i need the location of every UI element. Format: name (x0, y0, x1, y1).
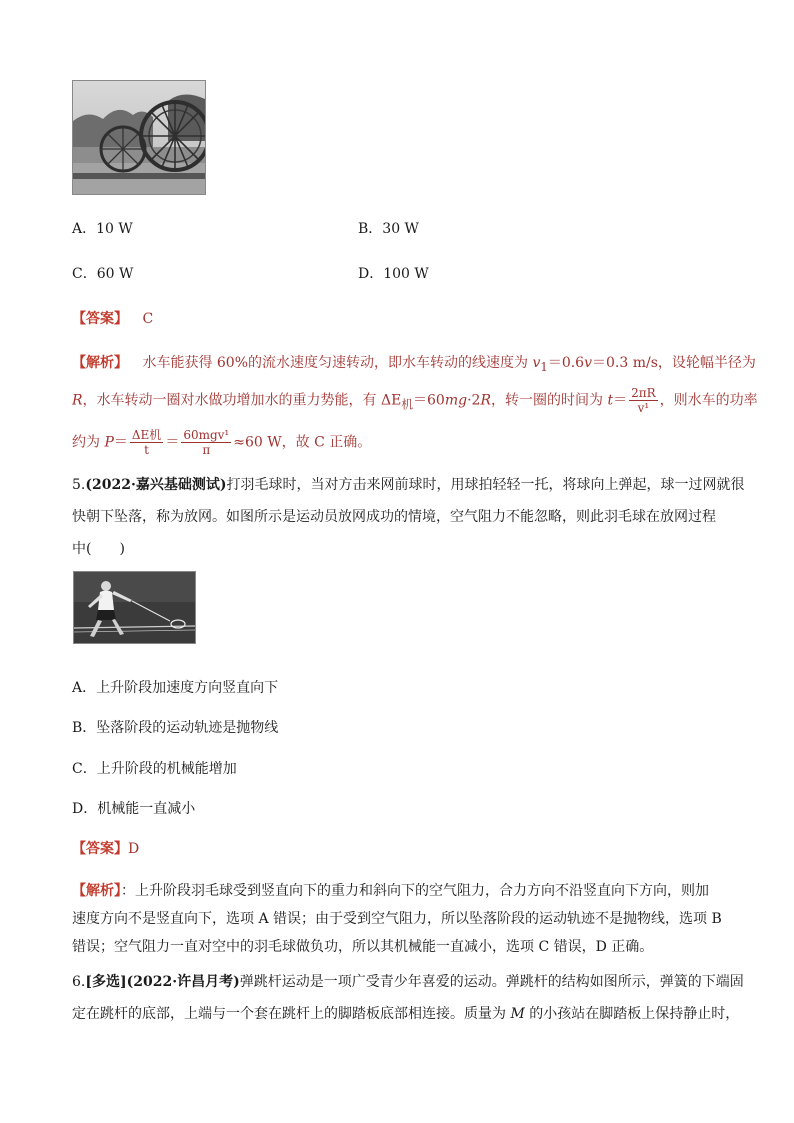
answer-label: 【答案】 (72, 841, 128, 857)
fraction-power: $\frac{\text{60mgv¹}}{\pi}$ (183, 428, 230, 457)
question-source: (2022·嘉兴基础测试) (85, 477, 227, 493)
q4-option-b: B．30 W (358, 221, 419, 237)
q4-option-c: C．60 W (72, 266, 134, 282)
q4-option-a: A．10 W (72, 221, 133, 237)
q4-answer (72, 309, 153, 329)
question-source: (2022·许昌月考) (126, 974, 240, 990)
q4-analysis-line-1: 【解析】 水车能获得 60%的流水速度匀速转动，即水车转动的线速度为 $v_1=0.6v=0.3$ m/s，设轮幅半径为 (72, 355, 756, 374)
q5-option-b: B．坠落阶段的运动轨迹是抛物线 (72, 720, 279, 736)
question-number: 5. (72, 477, 86, 493)
answer-label: 【答案】 (72, 311, 128, 327)
analysis-label: 【解析】 (72, 883, 121, 899)
analysis-label: 【解析】 (72, 355, 128, 371)
badminton-photo (73, 571, 196, 644)
fraction-energy: $\frac{\text{ΔE机}}{t}$ (131, 428, 162, 457)
q4-analysis-line-2: R，水车转动一圈对水做功增加水的重力势能，有 $\Delta E_机=60mg\cdot 2R$，转一圈的时间为 t＝ $\frac{2\pi R}{\text{v¹}}$ ，则水车的功率 (72, 386, 758, 415)
q6-stem: 6.[多选](2022·许昌月考)弹跳杆运动是一项广受青少年喜爱的运动。弹跳杆的结构如图所示，弹簧的下端固 定在跳杆的底部，上端与一个套在跳杆上的脚踏板底部相连接。质量为 M 的小孩站在脚踏板上保持静止时， (72, 974, 744, 1022)
fraction-time: $\frac{2\pi R}{\text{v¹}}$ (631, 386, 656, 415)
q5-answer (72, 839, 139, 859)
q5-stem: 5.(2022·嘉兴基础测试)打羽毛球时，当对方击来网前球时，用球拍轻轻一托，将球向上弹起，球一过网就很 快朝下坠落，称为放网。如图所示是运动员放网成功的情境，空气阻力不能忽略，则此羽毛球在放网过程 中( ) (72, 477, 745, 557)
answer-value: C (142, 311, 154, 327)
water-wheel-photo (72, 80, 206, 195)
question-tag: [多选] (85, 974, 127, 990)
answer-value: D (128, 841, 140, 857)
q5-option-d: D．机械能一直减小 (72, 801, 196, 817)
q5-option-c: C．上升阶段的机械能增加 (72, 761, 237, 777)
question-number: 6. (72, 974, 86, 990)
q5-option-a: A．上升阶段加速度方向竖直向下 (72, 680, 279, 696)
q5-analysis: 【解析】：上升阶段羽毛球受到竖直向下的重力和斜向下的空气阻力，合力方向不沿竖直向下方向，则加 速度方向不是竖直向下，选项 A 错误；由于受到空气阻力，所以坠落阶段的运动轨迹不是抛物线，选项 B 错误；空气阻力一直对空中的羽毛球做负功，所以其机械能一直减小，选项 C 错误，D 正确。 (72, 883, 722, 955)
q4-analysis-line-3: 约为 P＝ $\frac{\text{ΔE机}}{t}$ ＝ $\frac{\text{60mgv¹}}{\pi}$ ≈60 W，故 C 正确。 (72, 428, 372, 457)
q4-option-d: D．100 W (358, 266, 429, 282)
